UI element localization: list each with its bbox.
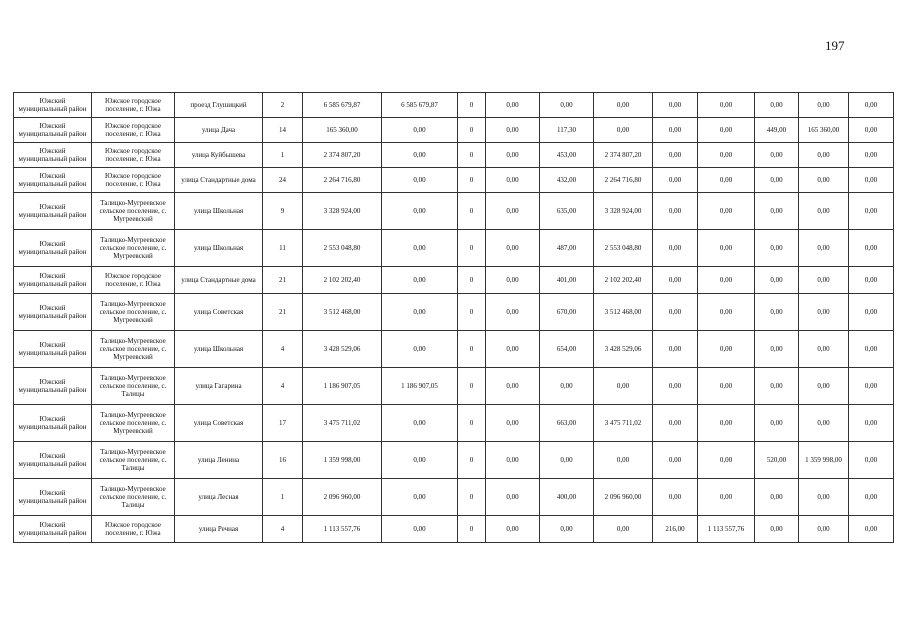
cell-settlement: Талицко-Мугреевское сельское поселение, с. Мугреевский	[92, 294, 175, 331]
cell-value: 670,00	[540, 294, 594, 331]
cell-value: 0,00	[849, 479, 894, 516]
cell-value: 0,00	[698, 294, 755, 331]
cell-total-cost: 3 512 468,00	[303, 294, 382, 331]
cell-total-cost: 6 585 679,87	[303, 93, 382, 118]
cell-value: 0,00	[849, 405, 894, 442]
table-row	[14, 143, 894, 168]
cell-settlement: Талицко-Мугреевское сельское поселение, с. Талицы	[92, 442, 175, 479]
cell-value: 0,00	[698, 331, 755, 368]
cell-district: Южский муниципальный район	[14, 168, 92, 193]
cell-value: 0,00	[382, 331, 458, 368]
cell-district: Южский муниципальный район	[14, 267, 92, 294]
cell-street: улица Школьная	[175, 331, 263, 368]
cell-settlement: Южское городское поселение, г. Южа	[92, 143, 175, 168]
cell-value: 0,00	[849, 230, 894, 267]
cell-value: 0,00	[849, 118, 894, 143]
cell-value: 453,00	[540, 143, 594, 168]
cell-value: 0,00	[382, 294, 458, 331]
cell-district: Южский муниципальный район	[14, 331, 92, 368]
table-row	[14, 442, 894, 479]
cell-value: 0	[458, 405, 486, 442]
cell-value: 0,00	[799, 331, 849, 368]
cell-value: 0	[458, 331, 486, 368]
cell-value: 432,00	[540, 168, 594, 193]
cell-total-cost: 3 475 711,02	[303, 405, 382, 442]
cell-house: 16	[263, 442, 303, 479]
table-row	[14, 405, 894, 442]
cell-value: 0,00	[849, 143, 894, 168]
cell-house: 1	[263, 143, 303, 168]
cell-value: 2 102 202,40	[594, 267, 653, 294]
cell-value: 0,00	[799, 479, 849, 516]
cell-value: 0,00	[799, 168, 849, 193]
cell-street: улица Речная	[175, 516, 263, 543]
table-row	[14, 93, 894, 118]
cell-value: 2 264 716,80	[594, 168, 653, 193]
cell-district: Южский муниципальный район	[14, 143, 92, 168]
cell-value: 0,00	[849, 294, 894, 331]
cell-value: 0,00	[755, 168, 799, 193]
cell-settlement: Южское городское поселение, г. Южа	[92, 168, 175, 193]
cell-value: 0,00	[653, 479, 698, 516]
cell-value: 0,00	[799, 143, 849, 168]
cell-street: улица Куйбышева	[175, 143, 263, 168]
cell-district: Южский муниципальный район	[14, 93, 92, 118]
cell-value: 0,00	[799, 516, 849, 543]
cell-settlement: Южское городское поселение, г. Южа	[92, 516, 175, 543]
cell-value: 449,00	[755, 118, 799, 143]
cell-street: улица Стандартные дома	[175, 168, 263, 193]
cell-value: 0,00	[653, 193, 698, 230]
cell-total-cost: 2 264 716,80	[303, 168, 382, 193]
cell-value: 0,00	[755, 479, 799, 516]
cell-house: 24	[263, 168, 303, 193]
cell-value: 2 096 960,00	[594, 479, 653, 516]
cell-value: 0,00	[540, 93, 594, 118]
cell-value: 0,00	[540, 368, 594, 405]
cell-total-cost: 2 553 048,80	[303, 230, 382, 267]
table-row	[14, 118, 894, 143]
cell-value: 0,00	[849, 368, 894, 405]
cell-settlement: Талицко-Мугреевское сельское поселение, с. Мугреевский	[92, 405, 175, 442]
table-row	[14, 331, 894, 368]
cell-house: 11	[263, 230, 303, 267]
cell-value: 0,00	[698, 118, 755, 143]
cell-street: проезд Глушицкий	[175, 93, 263, 118]
cell-house: 21	[263, 267, 303, 294]
cell-value: 0,00	[653, 267, 698, 294]
cell-value: 0,00	[382, 193, 458, 230]
cell-value: 3 512 468,00	[594, 294, 653, 331]
cell-value: 3 475 711,02	[594, 405, 653, 442]
cell-district: Южский муниципальный район	[14, 294, 92, 331]
cell-value: 1 359 998,00	[799, 442, 849, 479]
cell-value: 0	[458, 93, 486, 118]
cell-value: 0,00	[486, 143, 540, 168]
cell-value: 0	[458, 294, 486, 331]
table-row	[14, 516, 894, 543]
cell-settlement: Южское городское поселение, г. Южа	[92, 267, 175, 294]
cell-value: 2 553 048,80	[594, 230, 653, 267]
cell-value: 0	[458, 168, 486, 193]
cell-house: 4	[263, 516, 303, 543]
cell-value: 0,00	[653, 93, 698, 118]
cell-value: 0	[458, 442, 486, 479]
cell-value: 0,00	[849, 168, 894, 193]
cell-value: 0,00	[594, 442, 653, 479]
cell-value: 0	[458, 193, 486, 230]
cell-street: улица Стандартные дома	[175, 267, 263, 294]
cell-house: 17	[263, 405, 303, 442]
cell-value: 0,00	[486, 230, 540, 267]
cell-value: 401,00	[540, 267, 594, 294]
cell-value: 0,00	[698, 143, 755, 168]
cell-street: улица Гагарина	[175, 368, 263, 405]
cell-value: 487,00	[540, 230, 594, 267]
cell-value: 0,00	[486, 368, 540, 405]
cell-value: 6 585 679,87	[382, 93, 458, 118]
cell-value: 0,00	[653, 230, 698, 267]
cell-settlement: Талицко-Мугреевское сельское поселение, с. Мугреевский	[92, 331, 175, 368]
cell-district: Южский муниципальный район	[14, 193, 92, 230]
cell-value: 0,00	[382, 479, 458, 516]
cell-district: Южский муниципальный район	[14, 479, 92, 516]
cell-value: 165 360,00	[799, 118, 849, 143]
cell-value: 400,00	[540, 479, 594, 516]
cell-total-cost: 1 186 907,05	[303, 368, 382, 405]
cell-value: 663,00	[540, 405, 594, 442]
cell-value: 0,00	[755, 368, 799, 405]
cell-value: 0,00	[799, 230, 849, 267]
cell-value: 0,00	[849, 93, 894, 118]
cell-value: 0,00	[755, 267, 799, 294]
cell-total-cost: 165 360,00	[303, 118, 382, 143]
cell-value: 0,00	[653, 442, 698, 479]
cell-settlement: Талицко-Мугреевское сельское поселение, с. Талицы	[92, 368, 175, 405]
cell-value: 0	[458, 230, 486, 267]
cell-street: улица Советская	[175, 405, 263, 442]
cell-value: 0,00	[849, 193, 894, 230]
cell-value: 0,00	[486, 168, 540, 193]
cell-value: 1 186 907,05	[382, 368, 458, 405]
cell-value: 0,00	[698, 442, 755, 479]
cell-value: 0,00	[653, 143, 698, 168]
cell-district: Южский муниципальный район	[14, 442, 92, 479]
cell-value: 0,00	[540, 516, 594, 543]
cell-district: Южский муниципальный район	[14, 405, 92, 442]
cell-value: 0	[458, 516, 486, 543]
cell-value: 0,00	[382, 405, 458, 442]
cell-value: 0,00	[486, 516, 540, 543]
cell-value: 0,00	[653, 368, 698, 405]
cell-total-cost: 1 359 998,00	[303, 442, 382, 479]
cell-value: 0,00	[594, 118, 653, 143]
cell-value: 0,00	[486, 331, 540, 368]
table-row	[14, 168, 894, 193]
cell-street: улица Школьная	[175, 193, 263, 230]
cell-value: 0,00	[594, 93, 653, 118]
cell-house: 4	[263, 368, 303, 405]
cell-value: 0,00	[755, 193, 799, 230]
cell-value: 0,00	[698, 368, 755, 405]
cell-value: 0,00	[486, 294, 540, 331]
cell-value: 0,00	[799, 267, 849, 294]
cell-street: улица Дача	[175, 118, 263, 143]
cell-value: 0,00	[698, 267, 755, 294]
cell-value: 0,00	[755, 516, 799, 543]
cell-value: 635,00	[540, 193, 594, 230]
cell-value: 0,00	[799, 193, 849, 230]
cell-value: 0,00	[698, 168, 755, 193]
cell-value: 2 374 807,20	[594, 143, 653, 168]
cell-district: Южский муниципальный район	[14, 118, 92, 143]
cell-value: 0,00	[799, 368, 849, 405]
cell-district: Южский муниципальный район	[14, 230, 92, 267]
cell-value: 0,00	[486, 118, 540, 143]
page-number: 197	[825, 38, 845, 53]
cell-value: 3 328 924,00	[594, 193, 653, 230]
cell-value: 0	[458, 143, 486, 168]
cell-settlement: Талицко-Мугреевское сельское поселение, с. Мугреевский	[92, 230, 175, 267]
cell-house: 4	[263, 331, 303, 368]
cell-value: 0,00	[698, 193, 755, 230]
cell-settlement: Талицко-Мугреевское сельское поселение, с. Мугреевский	[92, 193, 175, 230]
cell-value: 0,00	[849, 267, 894, 294]
cell-value: 0,00	[755, 405, 799, 442]
cell-value: 0,00	[486, 442, 540, 479]
cell-house: 14	[263, 118, 303, 143]
table-row	[14, 267, 894, 294]
cell-street: улица Лесная	[175, 479, 263, 516]
table-row	[14, 479, 894, 516]
cell-value: 0,00	[382, 118, 458, 143]
cell-value: 0	[458, 479, 486, 516]
cell-value: 0,00	[799, 405, 849, 442]
cell-value: 0,00	[540, 442, 594, 479]
cell-house: 9	[263, 193, 303, 230]
table-row	[14, 193, 894, 230]
cell-value: 0,00	[799, 294, 849, 331]
cell-value: 216,00	[653, 516, 698, 543]
cell-value: 0,00	[486, 479, 540, 516]
cell-value: 0,00	[653, 405, 698, 442]
cell-value: 0,00	[594, 516, 653, 543]
cell-settlement: Южское городское поселение, г. Южа	[92, 93, 175, 118]
table-row	[14, 294, 894, 331]
cell-value: 654,00	[540, 331, 594, 368]
cell-value: 0,00	[698, 479, 755, 516]
cell-value: 0,00	[486, 267, 540, 294]
cell-value: 0,00	[594, 368, 653, 405]
cell-total-cost: 3 328 924,00	[303, 193, 382, 230]
cell-value: 0,00	[382, 267, 458, 294]
cell-value: 0,00	[653, 168, 698, 193]
cell-value: 0,00	[653, 331, 698, 368]
cell-value: 0,00	[755, 93, 799, 118]
cell-value: 0,00	[653, 294, 698, 331]
cell-street: улица Ленина	[175, 442, 263, 479]
cell-value: 0,00	[382, 230, 458, 267]
cell-value: 0,00	[849, 331, 894, 368]
cell-value: 0,00	[653, 118, 698, 143]
table-row	[14, 368, 894, 405]
cell-value: 0,00	[382, 143, 458, 168]
cell-house: 21	[263, 294, 303, 331]
cell-value: 0,00	[382, 442, 458, 479]
table-row	[14, 230, 894, 267]
cell-settlement: Южское городское поселение, г. Южа	[92, 118, 175, 143]
cell-value: 0,00	[755, 230, 799, 267]
cell-value: 117,30	[540, 118, 594, 143]
cell-value: 0,00	[486, 93, 540, 118]
cell-value: 0,00	[849, 442, 894, 479]
cell-value: 0,00	[755, 143, 799, 168]
cell-district: Южский муниципальный район	[14, 516, 92, 543]
cell-value: 0	[458, 368, 486, 405]
cell-value: 0,00	[486, 405, 540, 442]
cell-value: 520,00	[755, 442, 799, 479]
cell-value: 0,00	[698, 405, 755, 442]
cell-street: улица Школьная	[175, 230, 263, 267]
cell-value: 0,00	[382, 516, 458, 543]
cell-value: 0	[458, 118, 486, 143]
cell-total-cost: 2 374 807,20	[303, 143, 382, 168]
cell-value: 0,00	[698, 230, 755, 267]
cell-house: 2	[263, 93, 303, 118]
cell-value: 0,00	[698, 93, 755, 118]
cell-value: 3 428 529,06	[594, 331, 653, 368]
cell-total-cost: 3 428 529,06	[303, 331, 382, 368]
address-program-table	[13, 92, 894, 543]
cell-house: 1	[263, 479, 303, 516]
cell-value: 0,00	[382, 168, 458, 193]
cell-district: Южский муниципальный район	[14, 368, 92, 405]
cell-value: 0,00	[799, 93, 849, 118]
cell-total-cost: 1 113 557,76	[303, 516, 382, 543]
cell-value: 0,00	[486, 193, 540, 230]
cell-value: 0,00	[755, 331, 799, 368]
cell-total-cost: 2 102 202,40	[303, 267, 382, 294]
cell-value: 0,00	[755, 294, 799, 331]
cell-value: 0,00	[849, 516, 894, 543]
cell-total-cost: 2 096 960,00	[303, 479, 382, 516]
cell-value: 0	[458, 267, 486, 294]
cell-settlement: Талицко-Мугреевское сельское поселение, с. Талицы	[92, 479, 175, 516]
cell-street: улица Советская	[175, 294, 263, 331]
cell-value: 1 113 557,76	[698, 516, 755, 543]
